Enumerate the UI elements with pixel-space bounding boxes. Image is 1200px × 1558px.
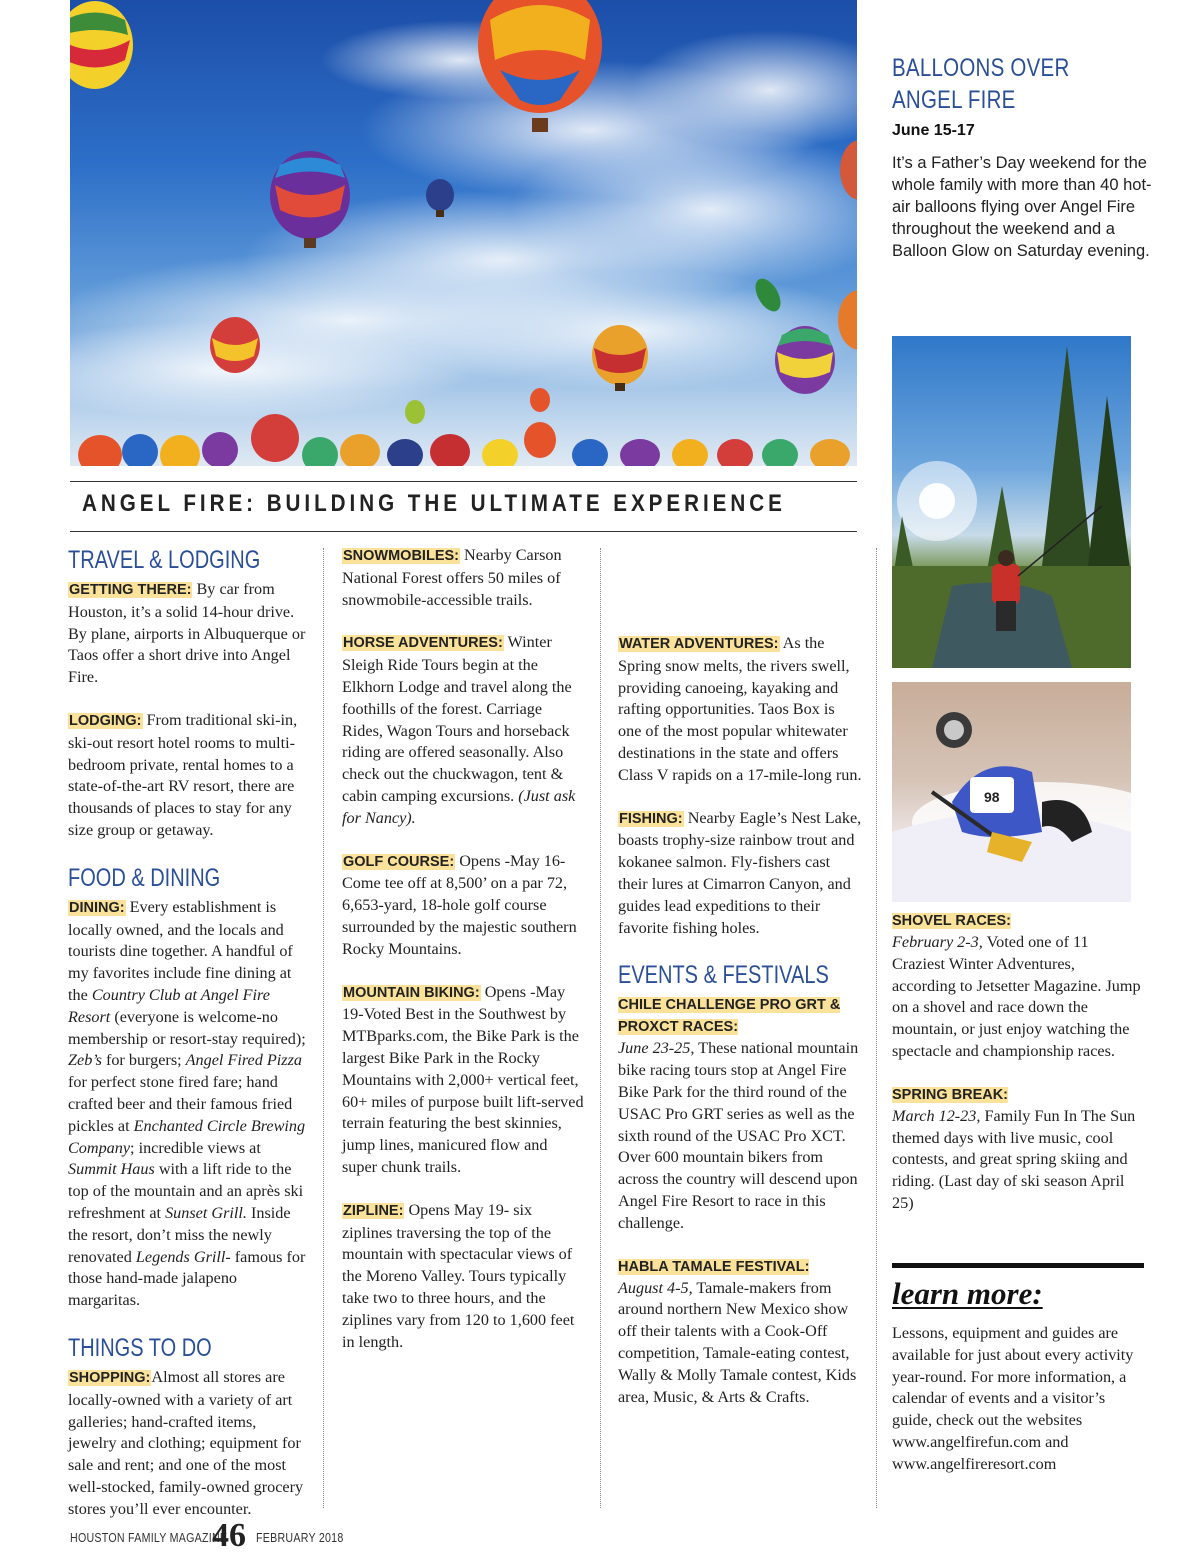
date-shovel-races: February 2-3, — [892, 933, 983, 951]
label-snowmobiles: SNOWMOBILES: — [343, 548, 459, 564]
learn-more-title: learn more: — [892, 1276, 1043, 1311]
label-shovel-races — [892, 910, 1142, 932]
banner-rule-bottom — [70, 531, 857, 532]
article-column-2 — [342, 545, 586, 1374]
paragraph-shopping — [68, 1367, 308, 1521]
heading-food-dining: FOOD & DINING — [68, 863, 221, 892]
venue-zebs: Zeb’s — [68, 1051, 102, 1070]
text-dining-5: ; incredible views at — [130, 1138, 261, 1157]
venue-angel-fired-pizza: Angel Fired Pizza — [185, 1051, 302, 1070]
paragraph-golf-course — [342, 851, 586, 961]
label-spring-break — [892, 1084, 1142, 1106]
text-horse-adventures: Winter Sleigh Ride Tours begin at the Elkhorn Lodge and travel along the foothills of the forest. Carriage Rides, Wagon Tours and horseback riding are offered seasonally. Also check out the chuckwagon, tent & cabin camping excursions. — [342, 633, 572, 805]
paragraph-snowmobiles — [342, 545, 586, 611]
label-chile-challenge-line1: CHILE CHALLENGE PRO GRT & — [618, 997, 841, 1014]
text-chile-challenge: These national mountain bike racing tours stop at Angel Fire Bike Park for the third round of the USAC Pro GRT series as well as the sixth round of the USAC Pro XCT. Over 600 mountain bikers from across the country will descend upon Angel Fire Resort to race in this challenge. — [618, 1039, 859, 1232]
label-mountain-biking: MOUNTAIN BIKING: — [343, 984, 480, 1001]
column-divider-3 — [876, 548, 877, 1508]
text-dining-6: with a lift ride to the top of the mountain and an après ski refreshment at — [68, 1160, 304, 1222]
label-shopping: SHOPPING: — [69, 1369, 151, 1386]
text-snowmobiles: Nearby Carson National Forest offers 50 miles of snowmobile-accessible trails. — [342, 546, 562, 609]
article-column-3 — [618, 633, 862, 1429]
venue-legends-grill: Legends Grill- — [135, 1247, 231, 1266]
text-shopping: Almost all stores are locally-owned with a variety of art galleries; hand-crafted items, jewelry and clothing; equipment for sale and rent; and one of the most well-stocked, family-owned grocery stores you’ll ever encounter. — [68, 1367, 304, 1518]
paragraph-zipline — [342, 1200, 586, 1354]
label-lodging: LODGING: — [69, 712, 142, 729]
label-chile-challenge — [618, 994, 862, 1038]
balloon-lower-right — [775, 326, 835, 394]
venue-enchanted-circle: Enchanted Circle Brewing Company — [68, 1116, 306, 1157]
article-banner-title: ANGEL FIRE: BUILDING THE ULTIMATE EXPERIENCE — [82, 490, 786, 517]
text-dining-2: (everyone is welcome-no membership or resort-stay required); — [68, 1007, 306, 1048]
racer-bib-number: 98 — [984, 789, 1000, 805]
balloons-title-line1: BALLOONS OVER — [892, 54, 1070, 82]
balloons-title-line2: ANGEL FIRE — [892, 86, 1016, 114]
shovel-race-illustration — [892, 682, 1131, 902]
footer-page-number: 46 — [212, 1517, 246, 1554]
balloon-upper-left — [70, 1, 133, 89]
label-spring-break-text: SPRING BREAK: — [892, 1086, 1009, 1103]
paragraph-fishing — [618, 808, 862, 940]
balloons-event-date: June 15-17 — [892, 122, 975, 139]
text-lodging: From traditional ski-in, ski-out resort hotel rooms to multi-bedroom private, rental homes to a state-of-the-art RV resort, there are thousands of places to stay for any size group or getaway. — [68, 710, 298, 839]
paragraph-mountain-biking — [342, 982, 586, 1179]
shovel-race-photo — [892, 682, 1131, 902]
heading-travel-lodging: TRAVEL & LODGING — [68, 546, 261, 574]
fly-fishing-illustration — [892, 336, 1131, 668]
text-getting-there: By car from Houston, it’s a solid 14-hour drive. By plane, airports in Albuquerque or Taos offer a short drive into Angel Fire. — [68, 580, 306, 687]
text-zipline: Opens May 19- six ziplines traversing the top of the mountain with spectacular views of the Moreno Valley. Tours typically take two to three hours, and the ziplines vary from 120 to 1,600 feet in length. — [342, 1200, 575, 1351]
clouds — [70, 20, 857, 420]
hero-balloons-photo — [70, 0, 857, 466]
label-water-adventures: WATER ADVENTURES: — [619, 636, 779, 652]
text-golf-course: Opens -May 16- Come tee off at 8,500’ on a par 72, 6,653-yard, 18-hole golf course surrounded by the majestic southern Rocky Mountains. — [342, 851, 577, 958]
balloons-event-description: It’s a Father’s Day weekend for the whole family with more than 40 hot-air balloons flying over Angel Fire throughout the weekend and a Balloon Glow on Saturday evening. — [892, 154, 1152, 260]
footer-magazine-name: HOUSTON FAMILY MAGAZINE — [70, 1530, 228, 1545]
label-habla-tamale — [618, 1256, 862, 1278]
label-golf-course: GOLF COURSE: — [343, 853, 455, 870]
text-shovel-races: Voted one of 11 Craziest Winter Adventures, according to Jetsetter Magazine. Jump on a shovel and race down the mountain, or just enjoy watching the spectacle and championship races. — [892, 933, 1141, 1060]
heading-things-to-do: THINGS TO DO — [68, 1333, 212, 1362]
paragraph-chile-challenge — [618, 1038, 862, 1234]
text-fishing: Nearby Eagle’s Nest Lake, boasts trophy-size rainbow trout and kokanee salmon. Fly-fishers cast their lures at Cimarron Canyon, and guides lead expeditions to their favorite fishing holes. — [618, 808, 862, 937]
label-chile-challenge-line2: PROXCT RACES: — [618, 1019, 739, 1036]
fly-fishing-photo — [892, 336, 1131, 668]
venue-summit-haus: Summit Haus — [68, 1160, 155, 1179]
paragraph-getting-there — [68, 579, 308, 689]
learn-more-body: Lessons, equipment and guides are available for just about every activity year-round. For more information, a calendar of events and a visitor’s guide, check out the websites www.angelfirefun.com and www.angelfireresort.com — [892, 1324, 1134, 1473]
date-spring-break: March 12-23, — [892, 1106, 981, 1125]
paragraph-lodging — [68, 710, 308, 842]
balloon-lower-left — [210, 317, 260, 373]
balloons-illustration — [70, 0, 857, 466]
text-dining-7: Inside the resort, don’t miss the newly renovated — [68, 1203, 291, 1266]
label-horse-adventures: HORSE ADVENTURES: — [343, 635, 503, 652]
label-habla-tamale-text: HABLA TAMALE FESTIVAL: — [618, 1258, 810, 1275]
text-dining-4: for perfect stone fired fare; hand crafted beer and their famous fried pickles at — [68, 1073, 293, 1135]
paragraph-spring-break — [892, 1106, 1142, 1215]
article-column-1 — [68, 545, 308, 1541]
paragraph-water-adventures — [618, 633, 862, 787]
label-shovel-races-text: SHOVEL RACES: — [892, 913, 1011, 929]
learn-more-rule — [892, 1263, 1144, 1268]
text-mountain-biking: Opens -May 19-Voted Best in the Southwest by MTBparks.com, the Bike Park is the largest Bike Park in the Rocky Mountains with 2,000+ vertical feet, 60+ miles of purpose built lift-served terrain featuring the best skinnies, jump lines, manicured flow and super chunk trails. — [342, 982, 584, 1176]
date-habla-tamale: August 4-5, — [618, 1278, 693, 1297]
column-divider-2 — [600, 548, 601, 1508]
text-horse-note: (Just ask for Nancy). — [342, 786, 576, 827]
footer-issue-date: FEBRUARY 2018 — [256, 1530, 344, 1545]
text-dining-3: for burgers; — [101, 1051, 186, 1070]
balloons-event-title — [892, 52, 1097, 116]
article-column-4 — [892, 910, 1142, 1236]
paragraph-horse-adventures — [342, 632, 586, 829]
label-getting-there: GETTING THERE: — [69, 582, 192, 598]
label-dining: DINING: — [69, 899, 125, 916]
paragraph-shovel-races — [892, 932, 1142, 1063]
venue-country-club: Country Club at Angel Fire Resort — [68, 985, 270, 1026]
venue-sunset-grill: Sunset Grill. — [165, 1203, 247, 1222]
label-fishing: FISHING: — [619, 810, 683, 827]
column-divider-1 — [323, 548, 324, 1508]
heading-events-festivals: EVENTS & FESTIVALS — [618, 961, 829, 990]
date-chile-challenge: June 23-25, — [618, 1039, 695, 1058]
text-water-adventures: As the Spring snow melts, the rivers swell, providing canoeing, kayaking and rafting opportunities. Taos Box is one of the most popular whitewater destinations in the state and offers Class V rapids on a 17-mile-long run. — [618, 634, 862, 784]
text-habla-tamale: Tamale-makers from around northern New Mexico show off their talents with a Cook-Off competition, Tamale-eating contest, Wally & Molly Tamale contest, Kids area, Music, & Arts & Crafts. — [618, 1278, 857, 1406]
text-dining-8: famous for those hand-made jalapeno margaritas. — [68, 1247, 306, 1310]
banner-rule-top — [70, 481, 857, 482]
text-dining-1: Every establishment is locally owned, and the locals and tourists dine together. A handful of my favorites include fine dining at the — [68, 897, 293, 1004]
paragraph-dining — [68, 897, 308, 1312]
paragraph-habla-tamale — [618, 1278, 862, 1409]
text-spring-break: Family Fun In The Sun themed days with live music, cool contests, and great spring skiing and riding. (Last day of ski season April 25) — [892, 1106, 1136, 1212]
label-zipline: ZIPLINE: — [343, 1202, 404, 1219]
